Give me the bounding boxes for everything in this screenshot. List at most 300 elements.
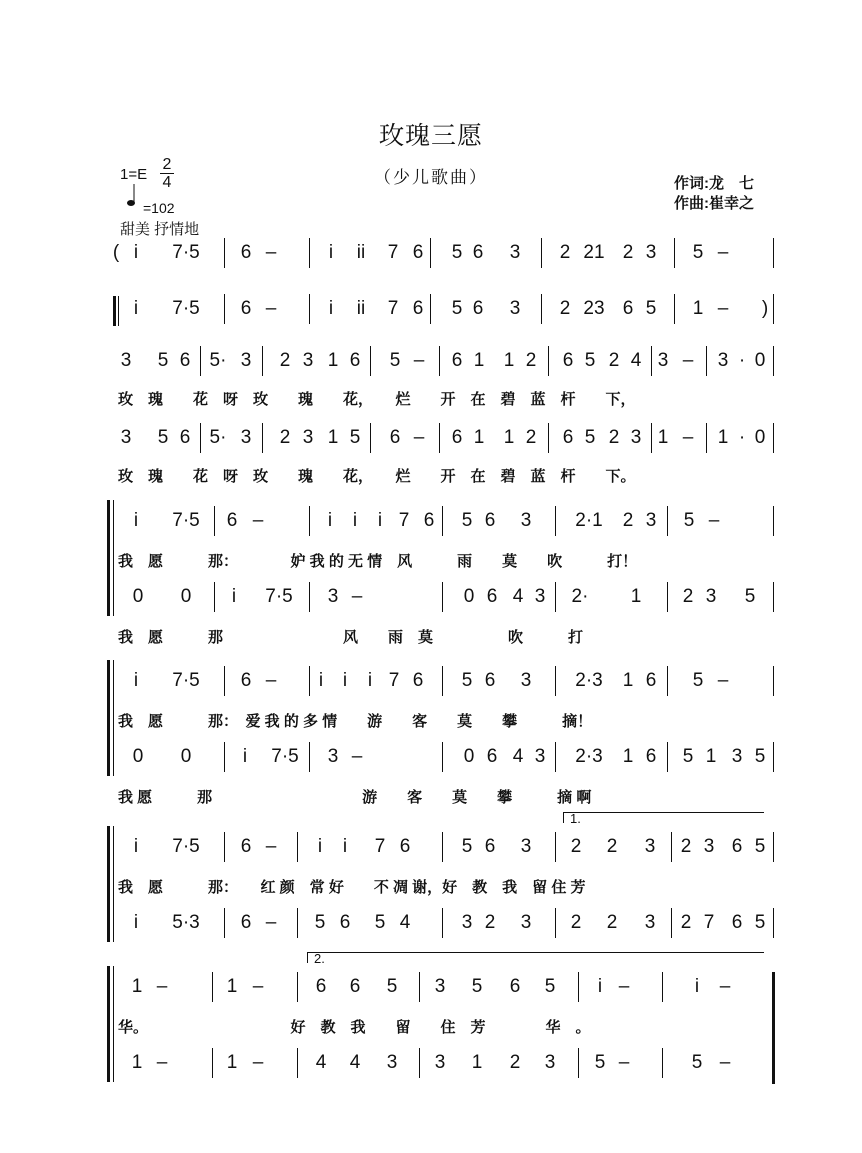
- note-token: i: [317, 836, 323, 857]
- note-token: 6: [562, 427, 574, 448]
- barline: [578, 1048, 579, 1078]
- note-token: 3: [327, 746, 339, 767]
- note-token: 6: [412, 670, 424, 691]
- note-token: 0: [132, 746, 144, 767]
- note-token: 6: [240, 298, 252, 319]
- note-token: 2·: [571, 586, 589, 607]
- note-token: 2: [608, 427, 620, 448]
- note-token: i: [133, 912, 139, 933]
- time-signature-top: 2: [162, 156, 172, 173]
- barline: [662, 1048, 663, 1078]
- note-token: 5: [471, 976, 483, 997]
- barline: [674, 238, 675, 268]
- note-token: 6: [315, 976, 327, 997]
- song-title: 玫瑰三愿: [378, 122, 483, 150]
- note-token: 3: [120, 350, 132, 371]
- barline: [224, 908, 225, 938]
- note-token: –: [717, 242, 729, 263]
- note-token: 3: [534, 586, 546, 607]
- note-token: 23: [583, 298, 605, 319]
- time-signature-bottom: 4: [160, 173, 174, 191]
- note-token: 2: [680, 912, 692, 933]
- barline: [541, 294, 542, 324]
- barline: [442, 506, 443, 536]
- note-token: i: [133, 836, 139, 857]
- note-token: –: [351, 746, 363, 767]
- note-token: 3: [327, 586, 339, 607]
- note-token: 5: [692, 670, 704, 691]
- note-token: –: [265, 912, 277, 933]
- note-token: 7: [387, 242, 399, 263]
- note-token: 7: [387, 298, 399, 319]
- barline: [309, 238, 310, 268]
- lyric-line: 华。 好 教 我 留 住 芳 华 。: [118, 1019, 591, 1036]
- tempo-marking: =102: [143, 200, 175, 216]
- note-token: 6: [484, 670, 496, 691]
- barline: [212, 972, 213, 1002]
- note-token: (: [112, 242, 120, 263]
- note-token: 5: [744, 586, 756, 607]
- barline: [442, 582, 443, 612]
- barline: [309, 294, 310, 324]
- note-token: –: [265, 298, 277, 319]
- note-token: 6: [240, 836, 252, 857]
- barline: [548, 346, 549, 376]
- note-token: 3: [705, 586, 717, 607]
- note-token: 3: [717, 350, 729, 371]
- note-token: 0: [132, 586, 144, 607]
- note-token: 1: [131, 976, 143, 997]
- note-token: 6: [484, 836, 496, 857]
- barline: [555, 832, 556, 862]
- note-token: 1: [473, 350, 485, 371]
- barline: [662, 972, 663, 1002]
- note-token: 6: [339, 912, 351, 933]
- note-token: 6: [484, 510, 496, 531]
- final-barline: [772, 972, 775, 1084]
- note-token: i: [342, 670, 348, 691]
- note-token: ii: [356, 298, 366, 319]
- note-token: 1: [717, 427, 729, 448]
- note-token: –: [265, 836, 277, 857]
- note-token: 7·5: [172, 670, 200, 691]
- note-token: 0: [463, 746, 475, 767]
- note-token: 1: [657, 427, 669, 448]
- barline: [555, 666, 556, 696]
- note-token: 1: [622, 746, 634, 767]
- note-token: 6: [451, 350, 463, 371]
- note-token: 4: [512, 586, 524, 607]
- note-token: 5: [754, 836, 766, 857]
- barline: [370, 423, 371, 453]
- note-token: 5·: [209, 350, 227, 371]
- note-token: ii: [356, 242, 366, 263]
- barline: [667, 742, 668, 772]
- note-token: 6: [645, 670, 657, 691]
- barline: [706, 423, 707, 453]
- note-token: 6: [472, 298, 484, 319]
- note-token: –: [618, 976, 630, 997]
- note-token: 5: [584, 350, 596, 371]
- note-token: –: [682, 350, 694, 371]
- note-token: i: [327, 510, 333, 531]
- repeat-start-thin: [118, 296, 119, 326]
- note-token: 2: [509, 1052, 521, 1073]
- barline: [309, 582, 310, 612]
- note-token: 3: [544, 1052, 556, 1073]
- note-token: 1: [327, 350, 339, 371]
- note-token: 6: [349, 976, 361, 997]
- note-token: –: [682, 427, 694, 448]
- note-token: 6: [389, 427, 401, 448]
- note-token: 0: [180, 746, 192, 767]
- time-signature: [160, 156, 174, 191]
- barline: [309, 666, 310, 696]
- note-token: 3: [240, 427, 252, 448]
- note-token: 3: [645, 510, 657, 531]
- note-token: 6: [412, 242, 424, 263]
- note-token: –: [413, 427, 425, 448]
- note-token: 5: [645, 298, 657, 319]
- note-token: 6: [412, 298, 424, 319]
- lyric-line: 我 愿 那： 红 颜 常 好 不 凋 谢，好 教 我 留 住 芳: [118, 879, 586, 896]
- barline: [430, 238, 431, 268]
- note-token: 7: [703, 912, 715, 933]
- system-bracket-thin: [113, 826, 114, 942]
- note-token: i: [597, 976, 603, 997]
- barline: [548, 423, 549, 453]
- note-token: 6: [349, 350, 361, 371]
- note-token: 7: [398, 510, 410, 531]
- note-token: i: [133, 298, 139, 319]
- note-token: 1: [473, 427, 485, 448]
- barline: [262, 346, 263, 376]
- barline: [214, 582, 215, 612]
- note-token: 3: [509, 242, 521, 263]
- note-token: 5: [451, 242, 463, 263]
- note-token: 5: [683, 510, 695, 531]
- note-token: 6: [179, 427, 191, 448]
- barline: [773, 582, 774, 612]
- note-token: 4: [399, 912, 411, 933]
- note-token: 1: [630, 586, 642, 607]
- note-token: 5: [461, 670, 473, 691]
- note-token: 6: [226, 510, 238, 531]
- note-token: 1: [622, 670, 634, 691]
- note-token: 1: [226, 976, 238, 997]
- expression-marking: 甜美 抒情地: [120, 221, 200, 238]
- note-token: 2: [279, 350, 291, 371]
- note-token: i: [377, 510, 383, 531]
- note-token: 5: [754, 746, 766, 767]
- barline: [555, 582, 556, 612]
- note-token: i: [231, 586, 237, 607]
- note-token: 3: [520, 836, 532, 857]
- note-token: 3: [520, 912, 532, 933]
- system-bracket: [107, 500, 110, 616]
- quarter-note-icon: [127, 184, 137, 206]
- note-token: i: [694, 976, 700, 997]
- note-token: 0: [180, 586, 192, 607]
- note-token: i: [242, 746, 248, 767]
- note-token: 6: [731, 836, 743, 857]
- system-bracket: [107, 826, 110, 942]
- note-token: 3: [461, 912, 473, 933]
- note-token: 3: [644, 912, 656, 933]
- note-token: 2: [606, 836, 618, 857]
- note-token: –: [717, 670, 729, 691]
- note-token: ·: [738, 350, 746, 371]
- barline: [200, 423, 201, 453]
- note-token: 1: [705, 746, 717, 767]
- note-token: –: [708, 510, 720, 531]
- note-token: 7·5: [172, 298, 200, 319]
- note-token: –: [252, 1052, 264, 1073]
- barline: [442, 666, 443, 696]
- barline: [651, 346, 652, 376]
- note-token: 1: [131, 1052, 143, 1073]
- note-token: 5: [451, 298, 463, 319]
- note-token: 3: [509, 298, 521, 319]
- note-token: 6: [486, 746, 498, 767]
- note-token: i: [328, 242, 334, 263]
- note-token: 2: [484, 912, 496, 933]
- note-token: 5·3: [172, 912, 200, 933]
- note-token: 1: [226, 1052, 238, 1073]
- note-token: –: [156, 1052, 168, 1073]
- barline: [442, 832, 443, 862]
- system-bracket-thin: [113, 660, 114, 776]
- note-token: 0: [754, 427, 766, 448]
- note-token: 5: [314, 912, 326, 933]
- barline: [706, 346, 707, 376]
- note-token: 6: [423, 510, 435, 531]
- volta-label: 2.: [314, 951, 325, 966]
- note-token: 2: [608, 350, 620, 371]
- note-token: 2: [525, 350, 537, 371]
- note-token: 6: [179, 350, 191, 371]
- note-token: 5: [349, 427, 361, 448]
- note-token: 5: [594, 1052, 606, 1073]
- note-token: 3: [302, 350, 314, 371]
- note-token: 6: [486, 586, 498, 607]
- note-token: 5: [461, 836, 473, 857]
- barline: [262, 423, 263, 453]
- note-token: –: [265, 670, 277, 691]
- note-token: 4: [512, 746, 524, 767]
- note-token: 7: [374, 836, 386, 857]
- barline: [555, 908, 556, 938]
- note-token: 7·5: [172, 242, 200, 263]
- note-token: ·: [738, 427, 746, 448]
- lyric-line: 玫 瑰 花 呀 玫 瑰 花， 烂 开 在 碧 蓝 杆 下。: [118, 468, 636, 485]
- note-token: 2: [622, 242, 634, 263]
- note-token: 1: [692, 298, 704, 319]
- note-token: 5·: [209, 427, 227, 448]
- system-bracket: [107, 966, 110, 1082]
- note-token: 2·3: [575, 746, 603, 767]
- barline: [297, 908, 298, 938]
- note-token: 3: [386, 1052, 398, 1073]
- barline: [671, 832, 672, 862]
- note-token: 6: [240, 242, 252, 263]
- note-token: 6: [731, 912, 743, 933]
- note-token: 7·5: [172, 836, 200, 857]
- note-token: 3: [703, 836, 715, 857]
- barline: [442, 742, 443, 772]
- note-token: 5: [389, 350, 401, 371]
- lyric-line: 我 愿 那： 爱 我 的 多 情 游 客 莫 攀 摘！: [118, 713, 593, 730]
- note-token: 5: [386, 976, 398, 997]
- note-token: 5: [374, 912, 386, 933]
- volta-bracket: [563, 811, 764, 826]
- system-bracket-thin: [113, 500, 114, 616]
- note-token: 2: [622, 510, 634, 531]
- song-subtitle: （少儿歌曲）: [374, 168, 488, 187]
- composer-credit: 作曲:崔幸之: [674, 195, 754, 212]
- barline: [773, 506, 774, 536]
- note-token: 5: [692, 242, 704, 263]
- note-token: 6: [451, 427, 463, 448]
- system-bracket-thin: [113, 966, 114, 1082]
- note-token: 3: [520, 510, 532, 531]
- note-token: 6: [622, 298, 634, 319]
- lyric-line: 我 愿 那： 妒 我 的 无 情 风 雨 莫 吹 打！: [118, 553, 638, 570]
- barline: [419, 972, 420, 1002]
- note-token: 6: [562, 350, 574, 371]
- note-token: 5: [754, 912, 766, 933]
- note-token: 3: [240, 350, 252, 371]
- barline: [297, 1048, 298, 1078]
- barline: [555, 742, 556, 772]
- note-token: i: [133, 242, 139, 263]
- note-token: –: [252, 976, 264, 997]
- note-token: 2: [570, 836, 582, 857]
- barline: [442, 908, 443, 938]
- note-token: 0: [463, 586, 475, 607]
- note-token: 1: [503, 427, 515, 448]
- lyric-line: 我 愿 那 游 客 莫 攀 摘 啊: [118, 789, 592, 806]
- note-token: 3: [657, 350, 669, 371]
- barline: [309, 742, 310, 772]
- note-token: –: [265, 242, 277, 263]
- barline: [200, 346, 201, 376]
- note-token: 6: [240, 670, 252, 691]
- note-token: 7·5: [271, 746, 299, 767]
- note-token: 2: [559, 298, 571, 319]
- note-token: 21: [583, 242, 605, 263]
- note-token: 7·5: [265, 586, 293, 607]
- note-token: 2: [680, 836, 692, 857]
- note-token: 2: [525, 427, 537, 448]
- note-token: 3: [434, 976, 446, 997]
- note-token: 5: [157, 427, 169, 448]
- volta-label: 1.: [570, 811, 581, 826]
- note-token: 2·3: [575, 670, 603, 691]
- barline: [370, 346, 371, 376]
- barline: [671, 908, 672, 938]
- note-token: 1: [503, 350, 515, 371]
- repeat-start-bar: [113, 296, 116, 326]
- note-token: 0: [754, 350, 766, 371]
- note-token: 2: [682, 586, 694, 607]
- note-token: i: [342, 836, 348, 857]
- note-token: 2: [606, 912, 618, 933]
- note-token: 3: [534, 746, 546, 767]
- barline: [773, 238, 774, 268]
- lyric-line: 我 愿 那 风 雨 莫 吹 打: [118, 629, 584, 646]
- barline: [773, 908, 774, 938]
- note-token: i: [352, 510, 358, 531]
- note-token: 1: [471, 1052, 483, 1073]
- note-token: 6: [645, 746, 657, 767]
- note-token: –: [719, 976, 731, 997]
- barline: [214, 506, 215, 536]
- barline: [667, 506, 668, 536]
- barline: [773, 666, 774, 696]
- note-token: i: [318, 670, 324, 691]
- barline: [224, 742, 225, 772]
- note-token: 3: [630, 427, 642, 448]
- note-token: –: [413, 350, 425, 371]
- barline: [773, 832, 774, 862]
- note-token: 5: [544, 976, 556, 997]
- note-token: 3: [120, 427, 132, 448]
- note-token: ): [761, 298, 769, 319]
- barline: [224, 666, 225, 696]
- note-token: i: [328, 298, 334, 319]
- note-token: 7·5: [172, 510, 200, 531]
- note-token: i: [133, 510, 139, 531]
- note-token: –: [717, 298, 729, 319]
- note-token: 5: [691, 1052, 703, 1073]
- note-token: 5: [157, 350, 169, 371]
- note-token: 6: [509, 976, 521, 997]
- note-token: 2·1: [575, 510, 603, 531]
- note-token: 6: [240, 912, 252, 933]
- note-token: i: [367, 670, 373, 691]
- note-token: –: [156, 976, 168, 997]
- note-token: i: [133, 670, 139, 691]
- lyric-line: 玫 瑰 花 呀 玫 瑰 花， 烂 开 在 碧 蓝 杆 下，: [118, 391, 636, 408]
- key-signature: 1=E: [120, 166, 148, 183]
- barline: [541, 238, 542, 268]
- note-token: 5: [682, 746, 694, 767]
- note-token: 4: [630, 350, 642, 371]
- note-token: –: [252, 510, 264, 531]
- note-token: 3: [645, 242, 657, 263]
- volta-bracket: [307, 951, 764, 966]
- barline: [224, 238, 225, 268]
- barline: [297, 972, 298, 1002]
- barline: [224, 294, 225, 324]
- barline: [309, 506, 310, 536]
- barline: [773, 423, 774, 453]
- note-token: –: [351, 586, 363, 607]
- note-token: 3: [520, 670, 532, 691]
- barline: [439, 423, 440, 453]
- barline: [212, 1048, 213, 1078]
- lyricist-credit: 作词:龙 七: [674, 175, 754, 192]
- note-token: 2: [570, 912, 582, 933]
- note-token: 2: [559, 242, 571, 263]
- note-token: 4: [349, 1052, 361, 1073]
- note-token: 3: [644, 836, 656, 857]
- note-token: 3: [434, 1052, 446, 1073]
- note-token: –: [719, 1052, 731, 1073]
- system-bracket: [107, 660, 110, 776]
- note-token: 7: [388, 670, 400, 691]
